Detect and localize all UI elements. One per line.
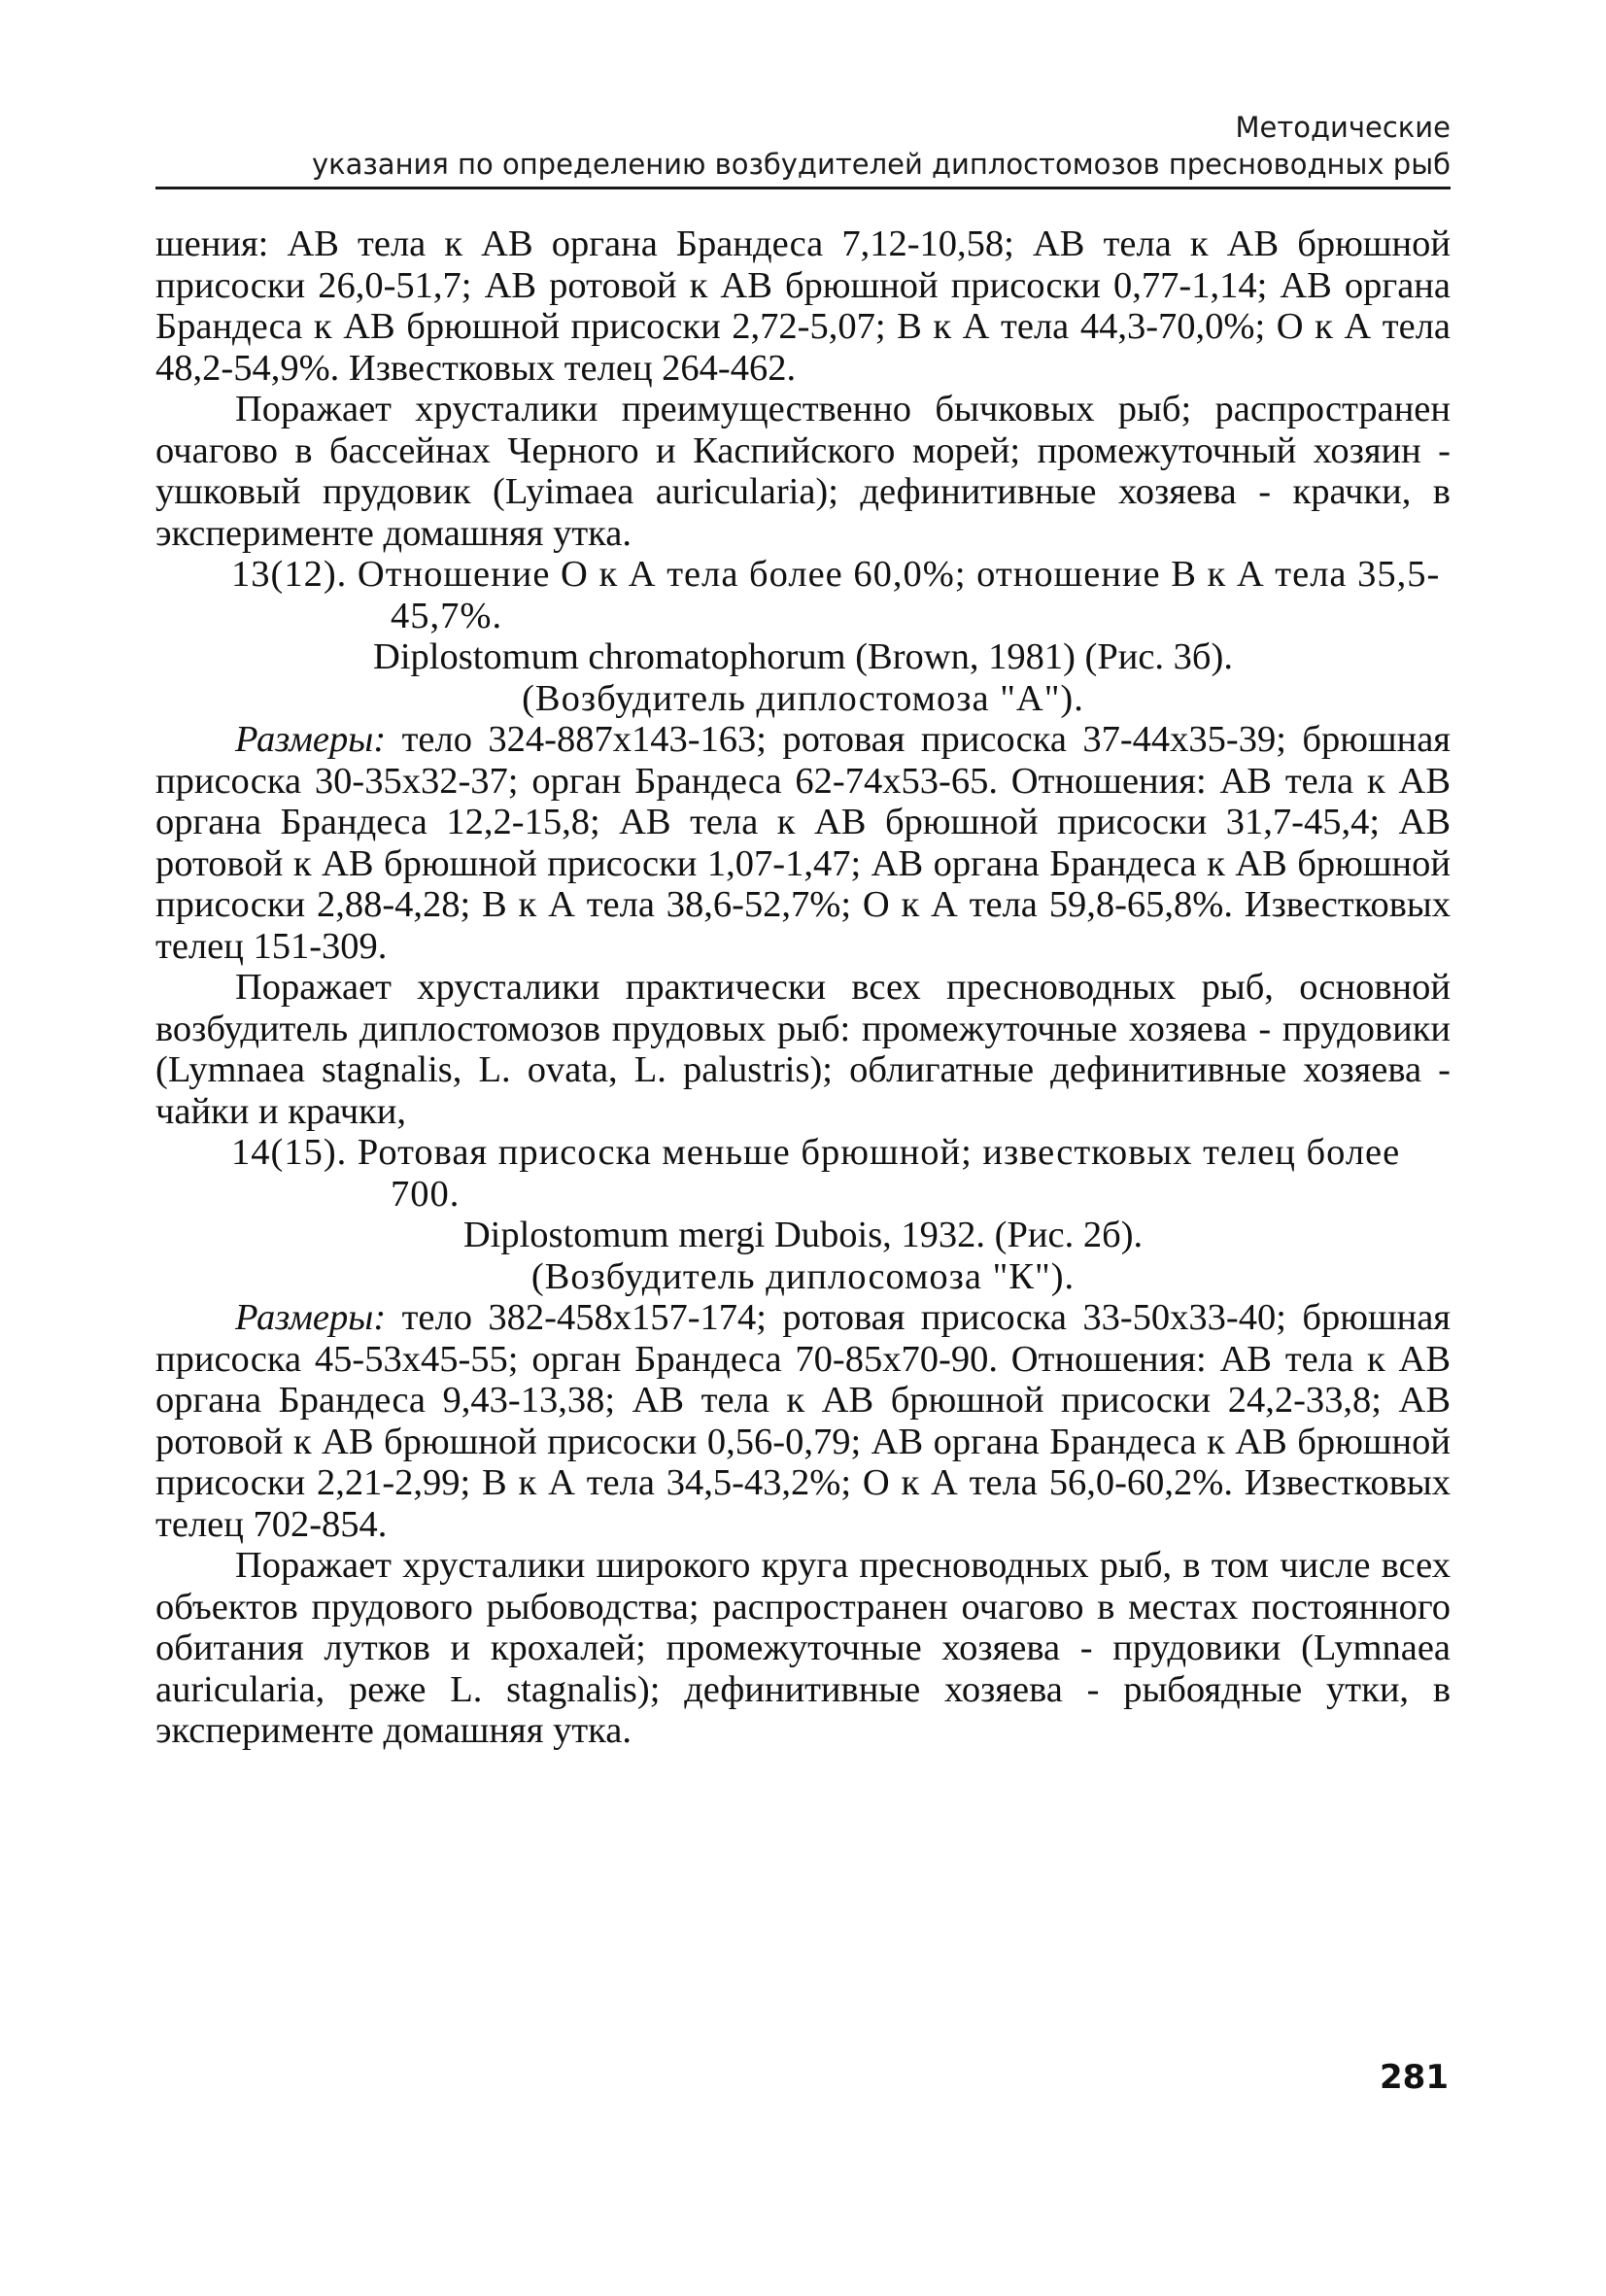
sizes-label-13: Размеры: bbox=[235, 719, 387, 760]
key-entry-13: 13(12). Отношение О к А тела более 60,0%; отношение В к А тела 35,5-45,7%. bbox=[231, 554, 1441, 636]
paragraph-continuation: шения: АВ тела к АВ органа Брандеса 7,12-10,58; АВ тела к АВ брюшной присоски 26,0-51,7; АВ ротовой к АВ брюшной присоски 0,77-1,14; АВ органа Брандеса к АВ брюшной присоски 2,72-5,07; В к А тела 44,3-70,0%; О к А тела 48,2-54,9%. Известковых телец 264-462. bbox=[155, 223, 1451, 389]
pathogen-name-14: (Возбудитель диплосомоза "К"). bbox=[530, 1255, 1076, 1297]
main-text bbox=[155, 223, 1451, 1752]
paragraph-hosts-prev: Поражает хрусталики преимущественно бычковых рыб; распространен очагово в бассейнах Черного и Каспийского морей; промежуточный хозяин - ушковый прудовик (Lyimaea auricularia); дефинитивные хозяева - крачки, в эксперименте домашняя утка. bbox=[155, 389, 1451, 554]
sizes-text-13: тело 324-887х143-163; ротовая присоска 37-44х35-39; брюшная присоска 30-35х32-37; орган Брандеса 62-74х53-65. Отношения: АВ тела к АВ органа Брандеса 12,2-15,8; АВ тела к АВ брюшной присоски 31,7-45,4; АВ ротовой к АВ брюшной присоски 1,07-1,47; АВ органа Брандеса к АВ брюшной присоски 2,88-4,28; В к А тела 38,6-52,7%; О к А тела 59,8-65,8%. Известковых телец 151-309. bbox=[155, 719, 1451, 967]
header-divider bbox=[155, 187, 1451, 189]
pathogen-name-13: (Возбудитель диплостомоза "А"). bbox=[522, 677, 1084, 719]
paragraph-hosts-14: Поражает хрусталики широкого круга пресноводных рыб, в том числе всех объектов прудового рыбоводства; распространен очагово в местах постоянного обитания лутков и крохалей; промежуточные хозяева - прудовики (Lymnaea auricularia, реже L. stagnalis); дефинитивные хозяева - рыбоядные утки, в эксперименте домашняя утка. bbox=[155, 1545, 1451, 1751]
species-name-14: Diplostomum mergi Dubois, 1932. (Рис. 2б). bbox=[462, 1215, 1144, 1255]
paragraph-hosts-13: Поражает хрусталики практически всех пресноводных рыб, основной возбудитель диплостомозов прудовых рыб: промежуточные хозяева - прудовики (Lymnaea stagnalis, L. ovata, L. palustris); облигатные дефинитивные хозяева - чайки и крачки, bbox=[155, 967, 1451, 1132]
species-name-13: Diplostomum chromatophorum (Brown, 1981) (Рис. 3б). bbox=[373, 636, 1233, 677]
running-header-title: Методические bbox=[1235, 111, 1451, 144]
page-number: 281 bbox=[1380, 2058, 1449, 2097]
running-header bbox=[155, 109, 1451, 183]
running-header-subtitle: указания по определению возбудителей диплостомозов пресноводных рыб bbox=[311, 148, 1451, 181]
key-entry-14: 14(15). Ротовая присоска меньше брюшной; известковых телец более 700. bbox=[231, 1132, 1401, 1215]
sizes-label-14: Размеры: bbox=[235, 1297, 387, 1338]
paragraph-sizes-13 bbox=[155, 719, 1451, 967]
sizes-text-14: тело 382-458х157-174; ротовая присоска 33-50х33-40; брюшная присоска 45-53х45-55; орган Брандеса 70-85х70-90. Отношения: АВ тела к АВ органа Брандеса 9,43-13,38; АВ тела к АВ брюшной присоски 24,2-33,8; АВ ротовой к АВ брюшной присоски 0,56-0,79; АВ органа Брандеса к АВ брюшной присоски 2,21-2,99; В к А тела 34,5-43,2%; О к А тела 56,0-60,2%. Известковых телец 702-854. bbox=[155, 1297, 1451, 1545]
paragraph-sizes-14 bbox=[155, 1297, 1451, 1545]
